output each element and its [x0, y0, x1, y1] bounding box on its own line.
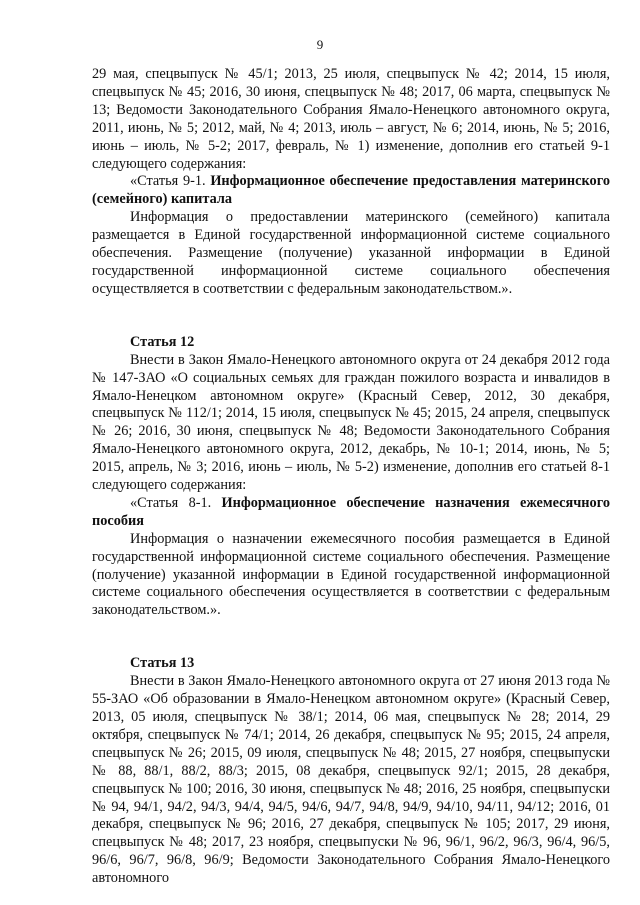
spacer — [92, 620, 610, 655]
article-8-1-prefix: «Статья 8-1. — [130, 494, 222, 511]
spacer — [92, 299, 610, 334]
article-8-1-title — [92, 495, 610, 531]
article-8-1-body: Информация о назначении ежемесячного пособия размещается в Единой государственной информационной системе социального обеспечения. Размещение (получение) указанной информации в Единой государственной информационной системе социального обеспечения осуществляется в соответствии с федеральным законодательством.». — [92, 530, 610, 619]
article-9-1-body: Информация о предоставлении материнского (семейного) капитала размещается в Единой государственной информационной системе социального обеспечения. Размещение (получение) указанной информации в Единой государственной информационной системе социального обеспечения осуществляется в соответствии с федеральным законодательством.». — [92, 209, 610, 297]
article-9-1-prefix: «Статья 9-1. — [130, 173, 211, 190]
intro-paragraph: 29 мая, спецвыпуск № 45/1; 2013, 25 июля, спецвыпуск № 42; 2014, 15 июля, спецвыпуск № 45; 2016, 30 июня, спецвыпуск № 48; 2017, 06 марта, спецвыпуск № 13; Ведомости Законодательного Собрания Ямало-Ненецкого автономного округа, 2011, июнь, № 5; 2012, май, № 4; 2013, июль – август, № 6; 2014, июнь, № 5; 2016, июнь – июль, № 5-2; 2017, февраль, № 1) изменение, дополнив его статьей 9-1 следующего содержания: — [92, 66, 610, 172]
article-12-heading: Статья 12 — [130, 333, 195, 350]
article-9-1-title — [92, 173, 610, 209]
page-number: 9 — [316, 37, 324, 52]
document-body — [92, 66, 610, 888]
article-9-1-title-text: Информационное обеспечение предоставления материнского (семейного) капитала — [92, 173, 610, 208]
article-12-body: Внести в Закон Ямало-Ненецкого автономного округа от 24 декабря 2012 года № 147-ЗАО «О социальных семьях для граждан пожилого возраста и инвалидов в Ямало-Ненецком автономном округе» (Красный Север, 2012, 30 декабря, спецвыпуск № 112/1; 2014, 15 июля, спецвыпуск № 45; 2015, 24 апреля, спецвыпуск № 26; 2016, 30 июня, спецвыпуск № 48; Ведомости Законодательного Собрания Ямало-Ненецкого автономного округа, 2012, декабрь, № 10-1; 2014, июнь, № 5; 2015, апрель, № 3; 2016, июнь – июль, № 5-2) изменение, дополнив его статьей 8-1 следующего содержания: — [92, 351, 610, 494]
article-13-body: Внести в Закон Ямало-Ненецкого автономного округа от 27 июня 2013 года № 55-ЗАО «Об образовании в Ямало-Ненецком автономном округе» (Красный Север, 2013, 05 июля, спецвыпуск № 38/1; 2014, 06 мая, спецвыпуск № 28; 2014, 29 октября, спецвыпуск № 74/1; 2014, 26 декабря, спецвыпуск № 95; 2015, 24 апреля, спецвыпуск № 26; 2015, 09 июля, спецвыпуск № 48; 2015, 27 ноября, спецвыпуски № 88, 88/1, 88/2, 88/3; 2015, 08 декабря, спецвыпуск 92/1; 2015, 28 декабря, спецвыпуск № 100; 2016, 30 июня, спецвыпуск № 48; 2016, 25 ноября, спецвыпуски № 94, 94/1, 94/2, 94/3, 94/4, 94/5, 94/6, 94/7, 94/8, 94/9, 94/10, 94/11, 94/12; 2016, 01 декабря, спецвыпуск № 96; 2016, 27 декабря, спецвыпуск № 105; 2017, 29 июня, спецвыпуск № 48; 2017, 23 ноября, спецвыпуски № 96, 96/1, 96/2, 96/3, 96/4, 96/5, 96/6, 96/7, 96/8, 96/9; Ведомости Законодательного Собрания Ямало-Ненецкого автономного — [92, 673, 610, 887]
article-8-1-title-text: Информационное обеспечение назначения ежемесячного пособия — [92, 494, 610, 529]
article-13-heading: Статья 13 — [130, 655, 195, 672]
